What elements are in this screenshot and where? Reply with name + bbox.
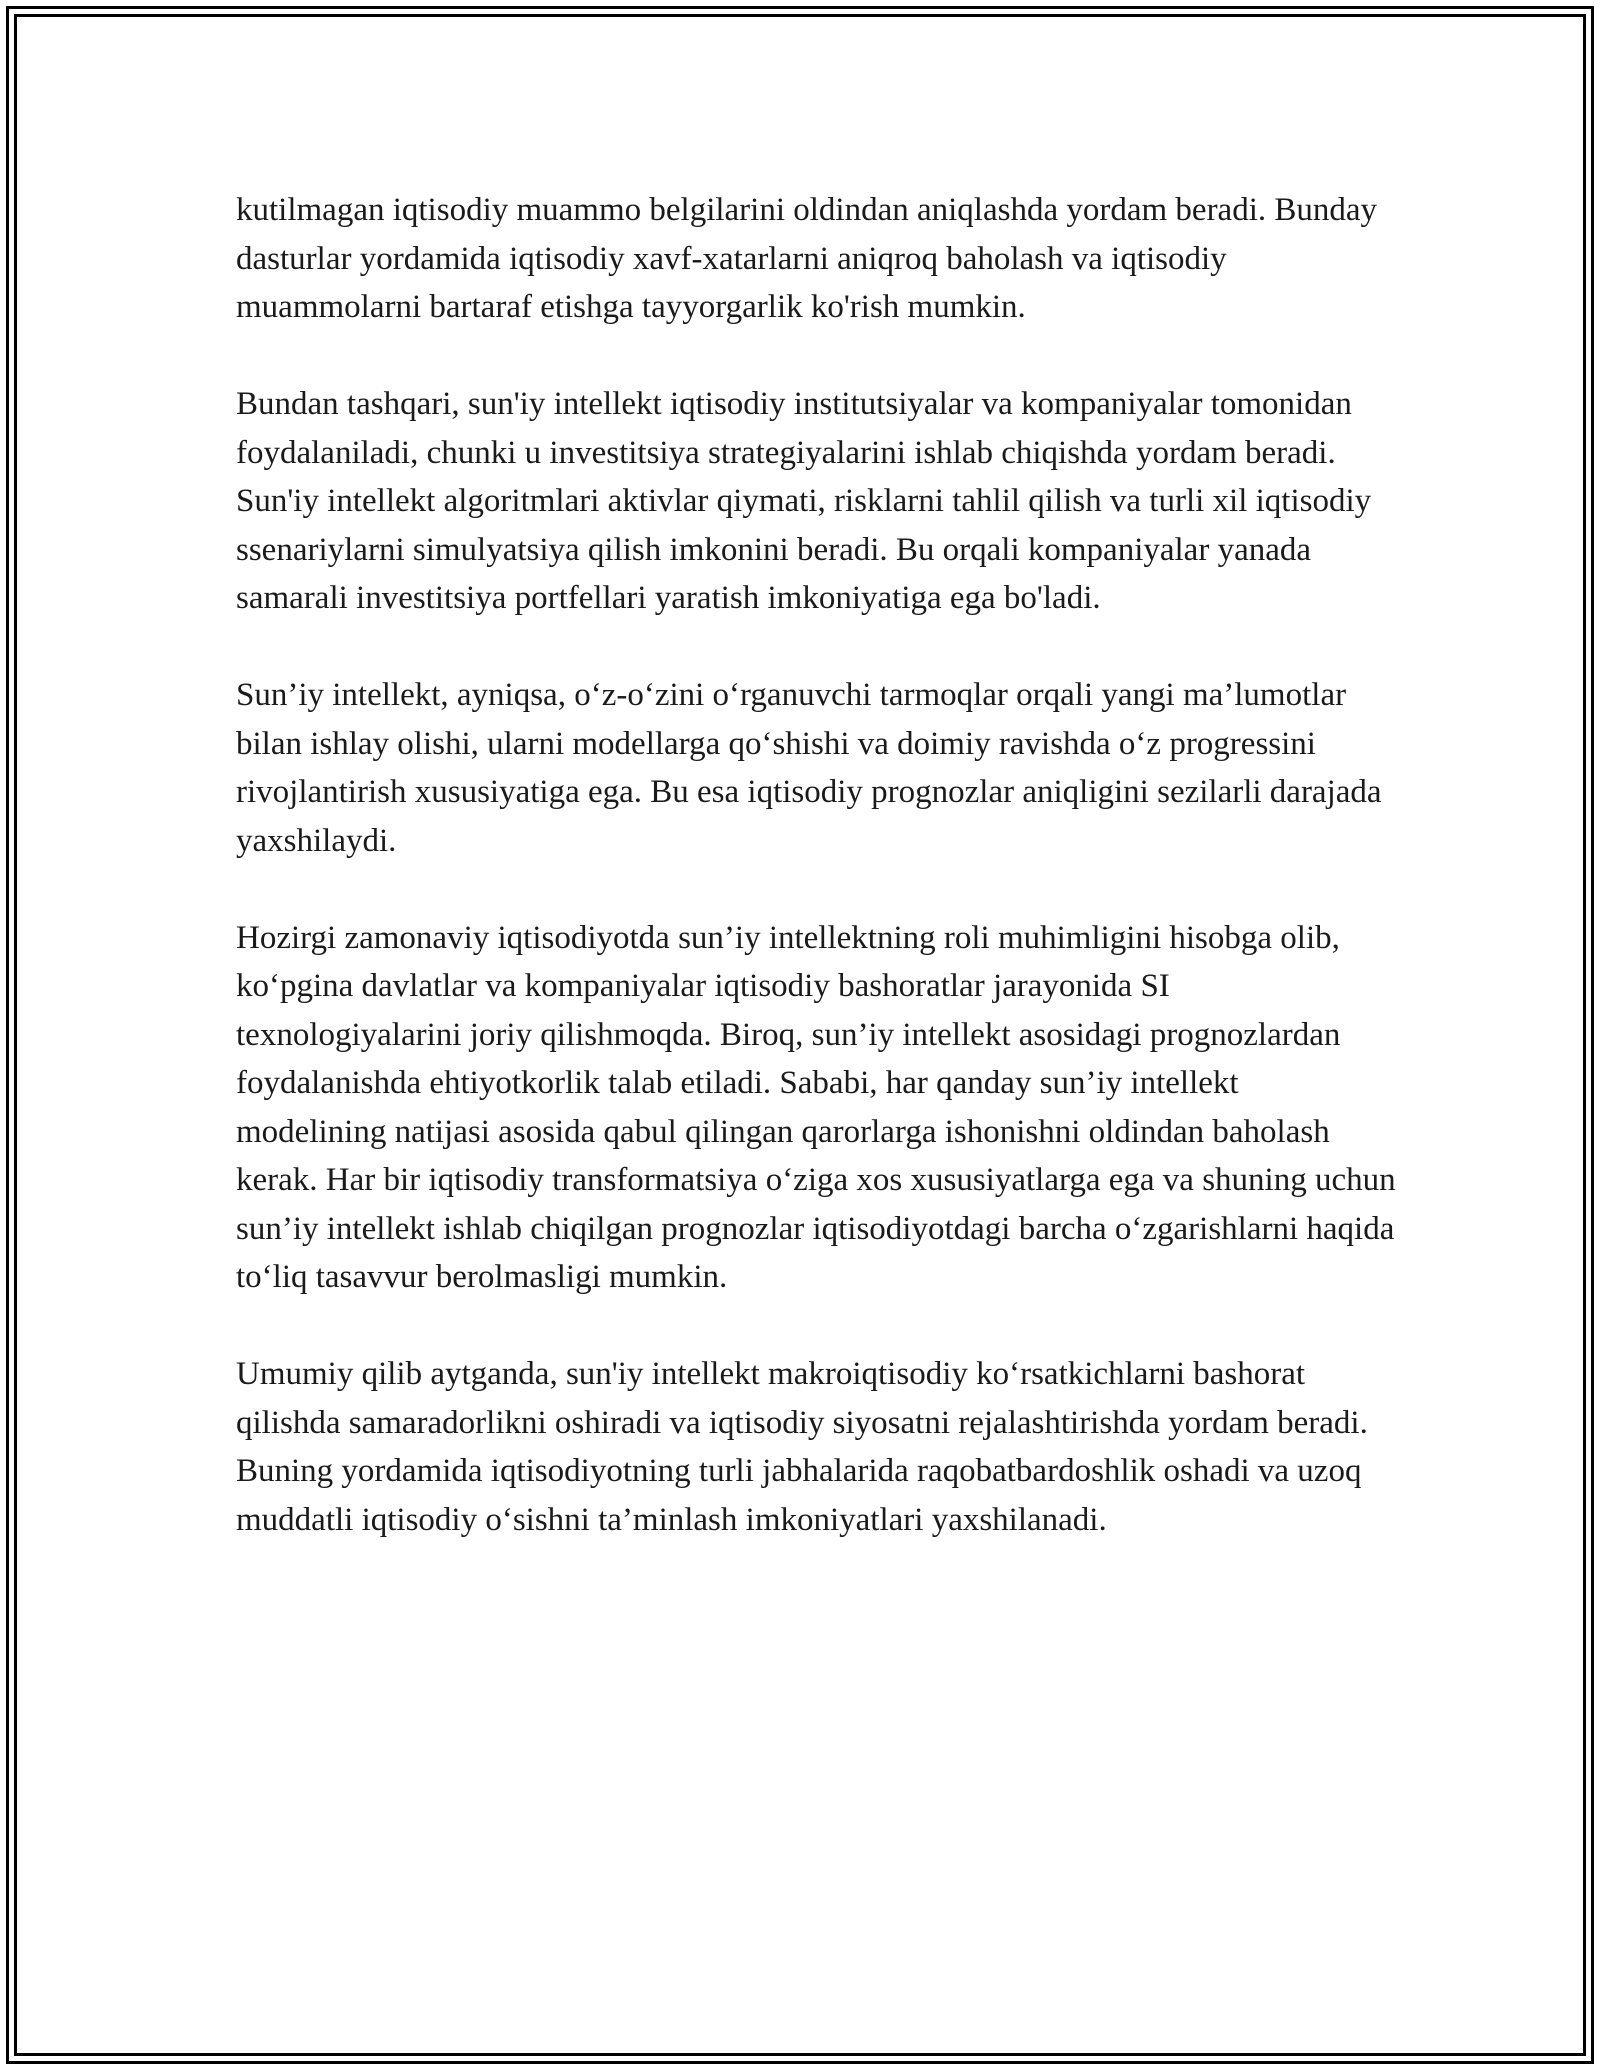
document-body xyxy=(236,186,1396,1593)
paragraph-2: Bundan tashqari, sun'iy intellekt iqtisodiy institutsiyalar va kompaniyalar tomonidan foydalaniladi, chunki u investitsiya strategiyalarini ishlab chiqishda yordam beradi. Sun'iy intellekt algoritmlari aktivlar qiymati, risklarni tahlil qilish va turli xil iqtisodiy ssenariylarni simulyatsiya qilish imkonini beradi. Bu orqali kompaniyalar yanada samarali investitsiya portfellari yaratish imkoniyatiga ega bo'ladi. xyxy=(236,386,1372,616)
paragraph-1: kutilmagan iqtisodiy muammo belgilarini oldindan aniqlashda yordam beradi. Bunday dasturlar yordamida iqtisodiy xavf-xatarlarni aniqroq baholash va iqtisodiy muammolarni bartaraf etishga tayyorgarlik ko'rish mumkin. xyxy=(236,192,1378,325)
paragraph-5: Umumiy qilib aytganda, sun'iy intellekt makroiqtisodiy ko‘rsatkichlarni bashorat qilishda samaradorlikni oshiradi va iqtisodiy siyosatni rejalashtirishda yordam beradi. Buning yordamida iqtisodiyotning turli jabhalarida raqobatbardoshlik oshadi va uzoq muddatli iqtisodiy o‘sishni ta’minlash imkoniyatlari yaxshilanadi. xyxy=(236,1356,1368,1538)
paragraph-3: Sun’iy intellekt, ayniqsa, o‘z-o‘zini o‘rganuvchi tarmoqlar orqali yangi ma’lumotlar bilan ishlay olishi, ularni modellarga qo‘shishi va doimiy ravishda o‘z progressini rivojlantirish xususiyatiga ega. Bu esa iqtisodiy prognozlar aniqligini sezilarli darajada yaxshilaydi. xyxy=(236,677,1382,859)
paragraph-4: Hozirgi zamonaviy iqtisodiyotda sun’iy intellektning roli muhimligini hisobga olib, ko‘pgina davlatlar va kompaniyalar iqtisodiy bashoratlar jarayonida SI texnologiyalarini joriy qilishmoqda. Biroq, sun’iy intellekt asosidagi prognozlardan foydalanishda ehtiyotkorlik talab etiladi. Sababi, har qanday sun’iy intellekt modelining natijasi asosida qabul qilingan qarorlarga ishonishni oldindan baholash kerak. Har bir iqtisodiy transformatsiya o‘ziga xos xususiyatlarga ega va shuning uchun sun’iy intellekt ishlab chiqilgan prognozlar iqtisodiyotdagi barcha o‘zgarishlarni haqida to‘liq tasavvur berolmasligi mumkin. xyxy=(236,919,1396,1295)
